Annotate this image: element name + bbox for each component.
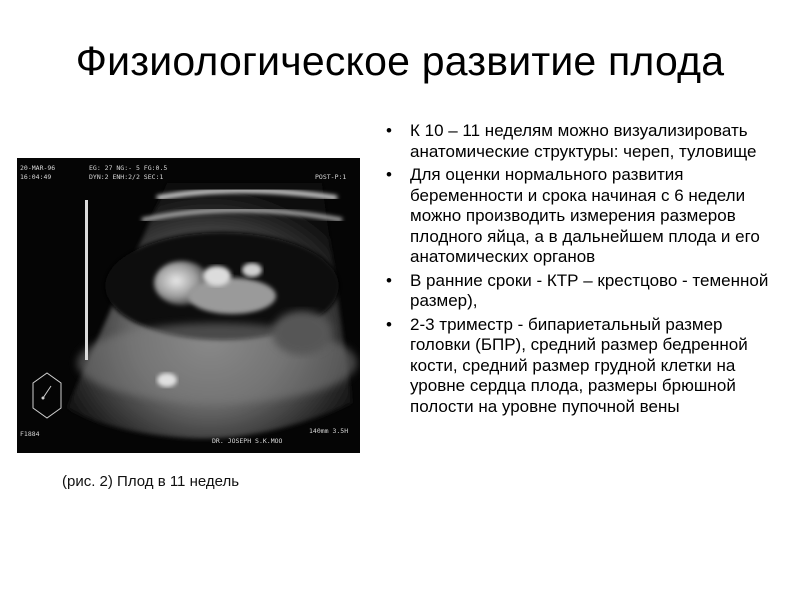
figure-caption: (рис. 2) Плод в 11 недель (62, 473, 240, 490)
bullet-item (386, 165, 781, 268)
us-date: 20-MAR-96 (20, 164, 56, 172)
us-params-line2: DYN:2 ENH:2/2 SEC:1 (89, 173, 164, 181)
us-params-line1: EG: 27 NG:- 5 FG:0.5 (89, 164, 168, 172)
bullet-text: К 10 – 11 неделям можно визуализировать анатомические структуры: череп, туловище (410, 121, 757, 161)
ultrasound-scan (17, 158, 360, 453)
us-mode: POST-P:1 (315, 173, 347, 181)
us-time: 16:04:49 (20, 173, 52, 181)
slide-title: Физиологическое развитие плода (75, 38, 725, 84)
bullet-text: 2-3 триместр - бипариетальный размер головки (БПР), средний размер бедренной кости, средний размер грудной клетки на уровне сердца плода, размеры брюшной полости на уровне пупочной вены (410, 314, 748, 416)
bullet-marker: • (386, 165, 392, 184)
bullet-marker: • (386, 121, 392, 140)
bullet-text: Для оценки нормального развития беременности и срока начиная с 6 недели можно производить измерения размеров плодного яйца, а в дальнейшем плода и его анатомических органов (410, 165, 760, 266)
bullet-item (386, 315, 781, 418)
ultrasound-image (17, 158, 360, 453)
bullet-list (386, 121, 781, 420)
bullet-marker: • (386, 314, 392, 334)
bullet-item (386, 121, 781, 162)
bullet-item (386, 271, 781, 312)
bullet-text: В ранние сроки - КТР – крестцово - теменной размер), (410, 270, 769, 310)
us-frame-id: F1884 (20, 430, 40, 438)
us-depth: 140mm 3.5H (309, 427, 349, 435)
bullet-marker: • (386, 270, 392, 290)
us-operator: DR. JOSEPH S.K.MOO (212, 437, 283, 445)
